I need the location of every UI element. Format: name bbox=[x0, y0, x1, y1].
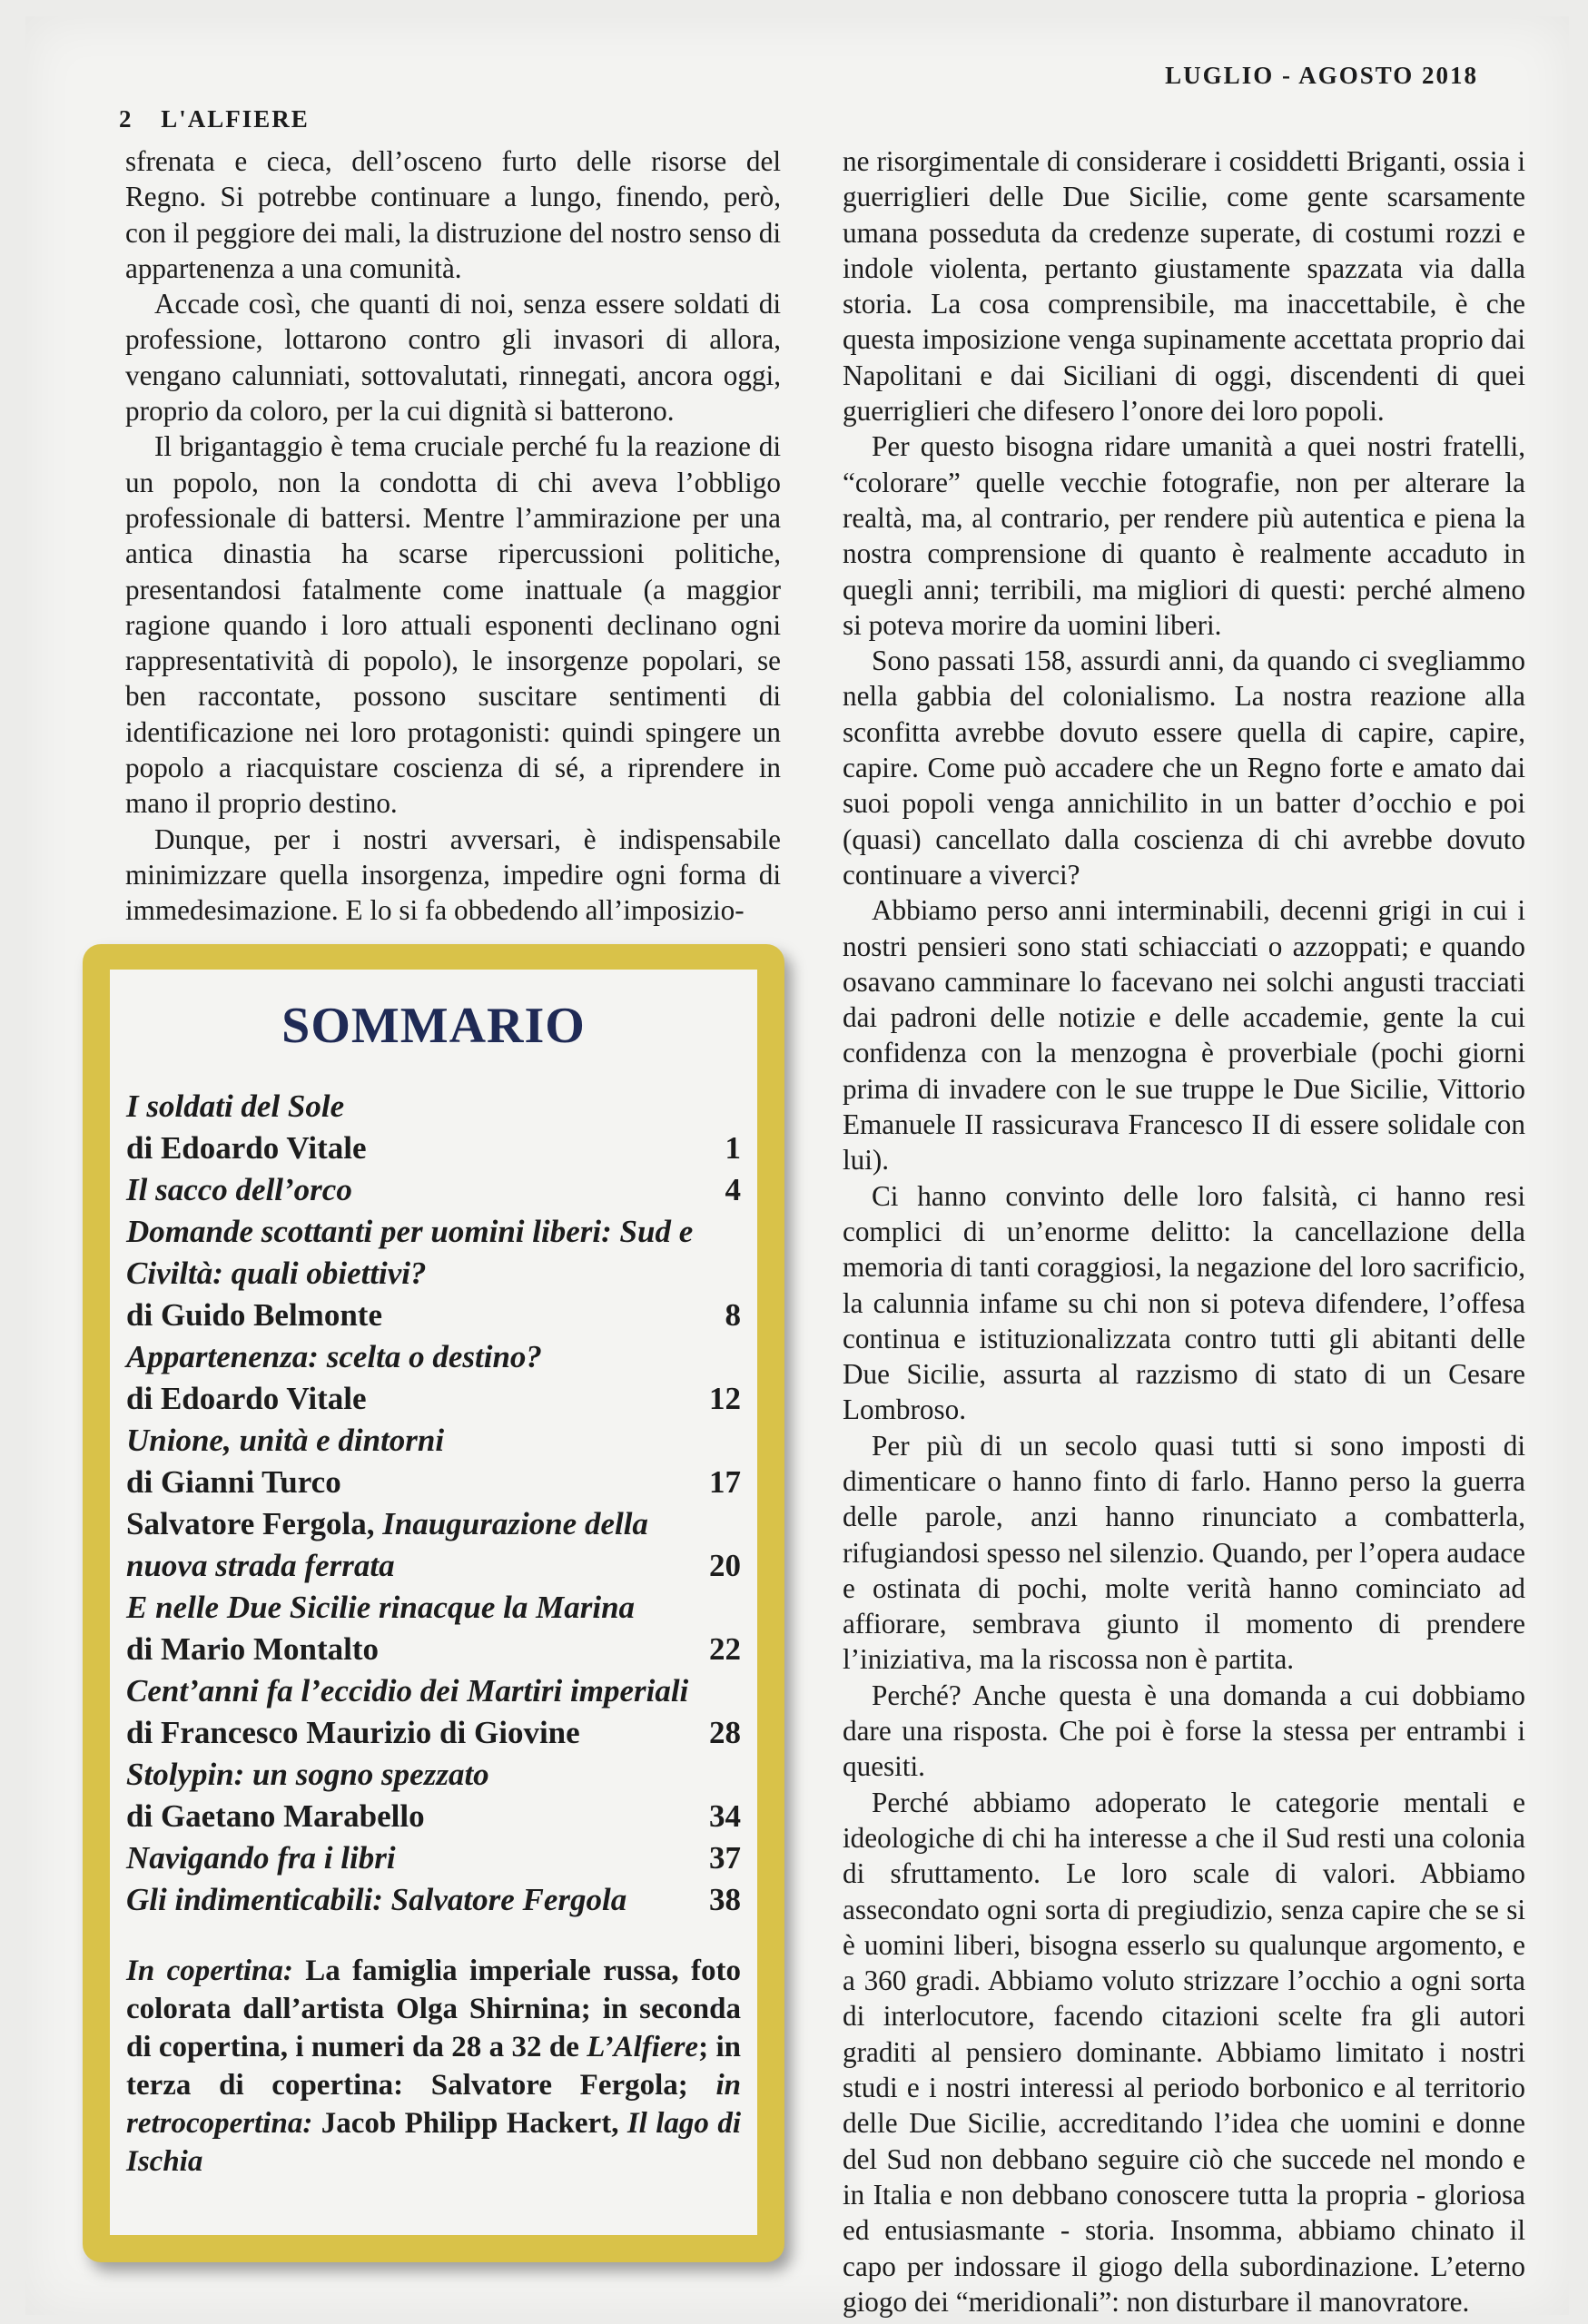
magazine-title-ref: L’Alfiere bbox=[587, 2031, 699, 2063]
back-cover-label: in retrocopertina: bbox=[126, 2069, 741, 2140]
toc-page: 12 bbox=[709, 1381, 741, 1416]
toc-page: 20 bbox=[709, 1548, 741, 1583]
toc-author: di Gianni Turco bbox=[126, 1464, 341, 1500]
toc-title: Unione, unità e dintorni bbox=[126, 1423, 445, 1458]
toc-title: I soldati del Sole bbox=[126, 1088, 345, 1124]
magazine-name: L'ALFIERE bbox=[161, 105, 310, 133]
toc-author: di Mario Montalto bbox=[126, 1631, 380, 1667]
toc-page: 34 bbox=[709, 1798, 741, 1834]
page-number: 2 bbox=[119, 105, 133, 133]
paragraph: Perché? Anche questa è una domanda a cui dobbiamo dare una risposta. Che poi è forse la stessa per entrambi i quesiti. bbox=[843, 1679, 1525, 1783]
toc-title: Domande scottanti per uomini liberi: Sud e Civiltà: quali obiettivi? bbox=[126, 1214, 694, 1291]
toc-entry[interactable] bbox=[126, 1879, 741, 1921]
paragraph: Accade così, che quanti di noi, senza essere soldati di professione, lottarono contro gli invasori di allora, vengano calunniati, sottovalutati, rinnegati, ancora oggi, proprio da coloro, per la cui dignità si batterono. bbox=[125, 288, 781, 428]
toc-page: 28 bbox=[709, 1715, 741, 1750]
page-header-left bbox=[119, 105, 310, 133]
toc-author: di Edoardo Vitale bbox=[126, 1381, 367, 1416]
paragraph: Il brigantaggio è tema cruciale perché fu la reazione di un popolo, non la condotta di chi aveva l’obbligo professionale di battersi. Mentre l’ammirazione per una antica dinastia ha scarse ripercussioni politiche, presentandosi fatalmente come inattuale (a maggior ragione quando i loro attuali esponenti declinano ogni rappresentatività di popolo), le insorgenze popolari, se ben raccontate, possono suscitare sentimenti di identificazione nei loro protagonisti: quindi spingere un popolo a riacquistare coscienza di sé, a riprendere in mano il proprio destino. bbox=[125, 430, 781, 820]
toc-entry[interactable] bbox=[126, 1211, 741, 1336]
cover-text: Jacob Philipp Hackert, bbox=[312, 2107, 627, 2140]
paragraph: ne risorgimentale di considerare i cosiddetti Briganti, ossia i guerriglieri delle Due Sicilie, come gente scarsamente umana posseduta da credenze superate, di costumi rozzi e indole violenta, pertanto giustamente spazzata via dalla storia. La cosa comprensibile, ma inaccettabile, è che questa imposizione venga supinamente accettata proprio dai Napolitani e dai Siciliani di oggi, discendenti di quei guerriglieri che difesero l’onore dei loro popoli. bbox=[843, 145, 1525, 428]
toc-entry[interactable] bbox=[126, 1754, 741, 1837]
cover-label: In copertina: bbox=[126, 1955, 293, 1987]
sommario-title: SOMMARIO bbox=[281, 998, 586, 1054]
paragraph: Dunque, per i nostri avversari, è indispensabile minimizzare quella insorgenza, impedire ogni forma di immedesimazione. E lo si fa obbedendo all’imposizio- bbox=[125, 822, 781, 927]
paragraph: Perché abbiamo adoperato le categorie mentali e ideologiche di chi ha interesse a che il Sud resti una colonia di sfruttamento. Le loro scale di valori. Abbiamo assecondato ogni sorta di pregiudizio, senza capire che se si è uomini liberi, bisogna esserlo su qualunque argomento, e a 360 gradi. Abbiamo voluto strizzare l’occhio a ogni sorta di interlocutore, facendo citazioni scelte fra gli autori graditi al pensiero dominante. Abbiamo limitato i nostri studi e i nostri interessi al periodo borbonico e al territorio delle Due Sicilie, accreditando l’idea che uomini e donne del Sud non debbano seguire ciò che succede nel mondo e in Italia e non debbano conoscere tutta la propria - gloriosa ed entusiasmante - storia. Insomma, abbiamo chinato il capo per indossare il giogo della subordinazione. L’eterno giogo dei “meridionali”: non disturbare il manovratore. bbox=[843, 1786, 1525, 2318]
toc-page: 22 bbox=[709, 1631, 741, 1667]
sommario-panel bbox=[110, 970, 757, 2235]
cover-text: ; in terza di copertina: Salvatore Fergola; bbox=[126, 2031, 741, 2102]
page-header-right bbox=[1165, 62, 1478, 90]
toc-page: 38 bbox=[709, 1882, 741, 1917]
toc-entry[interactable] bbox=[126, 1336, 741, 1420]
toc-page: 4 bbox=[725, 1172, 741, 1207]
magazine-page bbox=[25, 16, 1569, 2318]
paragraph: Ci hanno convinto delle loro falsità, ci hanno resi complici di un’enorme delitto: la cancellazione della memoria di tanti coraggiosi, la negazione del loro sacrificio, la calunnia infame su chi non si poteva difendere, l’offesa continua e istituzionalizzata contro tutti gli abitanti delle Due Sicilie, assurta al razzismo di stato di un Cesare Lombroso. bbox=[843, 1179, 1525, 1426]
toc-title: Il sacco dell’orco bbox=[126, 1172, 352, 1207]
toc-page: 1 bbox=[725, 1130, 741, 1166]
toc-entry[interactable] bbox=[126, 1837, 741, 1879]
toc-title: Inaugurazione della nuova strada ferrata bbox=[126, 1506, 648, 1583]
toc-author: di Edoardo Vitale bbox=[126, 1130, 367, 1166]
toc-entry[interactable] bbox=[126, 1169, 741, 1211]
toc-entry[interactable] bbox=[126, 1503, 741, 1587]
issue-months: LUGLIO - AGOSTO bbox=[1165, 62, 1415, 89]
toc-page: 17 bbox=[709, 1464, 741, 1500]
paragraph: Sono passati 158, assurdi anni, da quando ci svegliammo nella gabbia del colonialismo. La nostra reazione alla sconfitta avrebbe dovuto essere quella di capire, capire, capire. Come può accadere che un Regno forte e amato dai suoi popoli venga annichilito in un batter d’occhio e poi (quasi) cancellato dalla coscienza di chi avrebbe dovuto continuare a viverci? bbox=[843, 645, 1525, 891]
toc-page: 8 bbox=[725, 1297, 741, 1333]
sommario-box bbox=[83, 944, 784, 2262]
toc-title: Stolypin: un sogno spezzato bbox=[126, 1757, 489, 1792]
toc-entry[interactable] bbox=[126, 1587, 741, 1670]
right-column bbox=[843, 143, 1525, 2319]
toc-entry[interactable] bbox=[126, 1670, 741, 1754]
toc-author: di Gaetano Marabello bbox=[126, 1798, 425, 1834]
paragraph: sfrenata e cieca, dell’osceno furto delle risorse del Regno. Si potrebbe continuare a lungo, finendo, però, con il peggiore dei mali, la distruzione del nostro senso di appartenenza a una comunità. bbox=[125, 145, 781, 284]
cover-credits bbox=[126, 1952, 741, 2181]
paragraph: Abbiamo perso anni interminabili, decenni grigi in cui i nostri pensieri sono stati schiacciati o azzoppati; e quando osavano camminare lo facevano nei solchi angusti tracciati dai padroni delle notizie e delle accademie, gente la cui confidenza con la menzogna è proverbiale (pochi giorni prima di invadere con le sue truppe le Due Sicilie, Vittorio Emanuele II rassicurava Francesco II di essere solidale con lui). bbox=[843, 894, 1525, 1177]
toc-entry[interactable] bbox=[126, 1420, 741, 1503]
painting-title: Il lago di Ischia bbox=[126, 2107, 741, 2178]
toc-author: di Francesco Maurizio di Giovine bbox=[126, 1715, 580, 1750]
paragraph: Per questo bisogna ridare umanità a quei nostri fratelli, “colorare” quelle vecchie fotografie, non per alterare la realtà, ma, al contrario, per rendere più autentica e piena la nostra comprensione di quanto è realmente accaduto in quegli anni; terribili, ma migliori di questi: perché almeno si poteva morire da uomini liberi. bbox=[843, 430, 1525, 641]
toc-title: Appartenenza: scelta o destino? bbox=[126, 1339, 542, 1374]
toc-title: Cent’anni fa l’eccidio dei Martiri imperiali bbox=[126, 1673, 689, 1709]
toc-title: Navigando fra i libri bbox=[126, 1840, 396, 1876]
toc-author: di Guido Belmonte bbox=[126, 1297, 382, 1333]
toc-entry[interactable] bbox=[126, 1086, 741, 1169]
left-column bbox=[125, 143, 781, 929]
toc-title: Gli indimenticabili: Salvatore Fergola bbox=[126, 1882, 627, 1917]
paragraph: Per più di un secolo quasi tutti si sono imposti di dimenticare o hanno finto di farlo. Hanno perso la guerra delle parole, anzi hanno rinunciato a combatterla, rifugiandosi spesso nel silenzio. Quando, per l’opera audace e ostinata di pochi, molte verità hanno cominciato ad affiorare, sembrava giunto il momento di prendere l’iniziativa, ma la riscossa non è partita. bbox=[843, 1429, 1525, 1676]
cover-text: La famiglia imperiale russa, foto colorata dall’artista Olga Shirnina; in seconda di copertina, i numeri da 28 a 32 de bbox=[126, 1955, 742, 2063]
toc-page: 37 bbox=[709, 1840, 741, 1876]
toc-title-prefix: Salvatore Fergola, bbox=[126, 1506, 383, 1541]
toc-title: E nelle Due Sicilie rinacque la Marina bbox=[126, 1590, 636, 1625]
issue-year: 2018 bbox=[1422, 62, 1478, 89]
